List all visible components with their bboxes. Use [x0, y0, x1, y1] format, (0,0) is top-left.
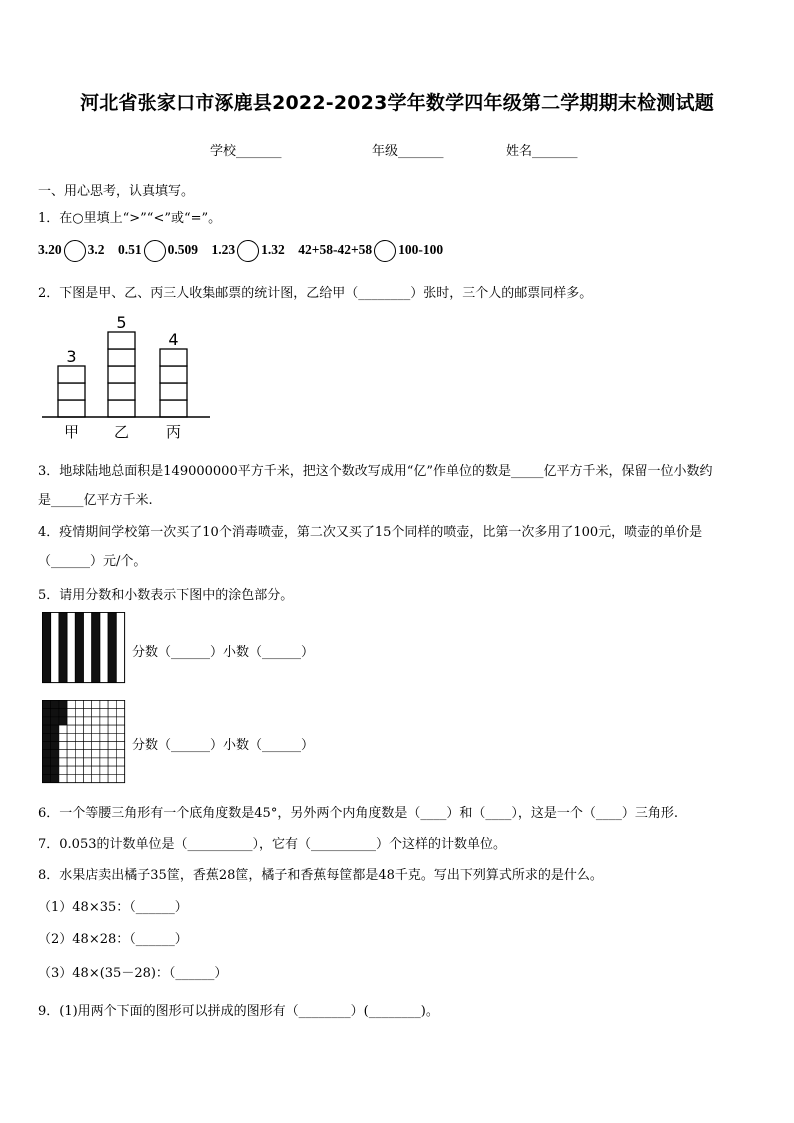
- question-1: 1．在○里填上“>”“<”或“=”。: [38, 211, 222, 226]
- grid-cell: [116, 774, 124, 782]
- category-label: 丙: [165, 423, 182, 441]
- compare-circle[interactable]: [374, 240, 396, 262]
- compare-circle[interactable]: [64, 240, 86, 262]
- bar-unit-square: [160, 400, 187, 417]
- shaded-cell: [43, 766, 51, 774]
- grid-cell: [67, 742, 75, 750]
- grid-cell: [100, 742, 108, 750]
- grid-cell: [75, 725, 83, 733]
- bar-value-label: 3: [66, 347, 77, 366]
- shaded-stripe: [59, 613, 67, 683]
- grid-cell: [100, 725, 108, 733]
- grid-cell: [100, 733, 108, 741]
- shaded-cell: [51, 774, 59, 782]
- question-8-sub-2: （2）48×28：（______）: [38, 932, 188, 947]
- grid-cell: [108, 709, 116, 717]
- blank-stripe: [67, 613, 75, 683]
- q1-item: 0.509: [167, 242, 198, 258]
- bar-unit-square: [108, 332, 135, 349]
- bar-unit-square: [108, 349, 135, 366]
- bar-unit-square: [58, 400, 85, 417]
- grid-cell: [92, 709, 100, 717]
- grid-cell: [75, 701, 83, 709]
- shaded-cell: [43, 750, 51, 758]
- grid-cell: [116, 717, 124, 725]
- grid-cell: [67, 701, 75, 709]
- shaded-stripe: [108, 613, 116, 683]
- grid-cell: [108, 701, 116, 709]
- grid-cell: [75, 774, 83, 782]
- q1-item: 3.2: [87, 242, 105, 258]
- bar-unit-square: [108, 366, 135, 383]
- shaded-cell: [51, 766, 59, 774]
- blank-stripe: [116, 613, 124, 683]
- grid-cell: [92, 742, 100, 750]
- grid-cell: [75, 717, 83, 725]
- category-label: 乙: [113, 423, 130, 441]
- striped-rectangle-figure: [42, 612, 126, 684]
- compare-circle[interactable]: [144, 240, 166, 262]
- grid-cell: [59, 758, 67, 766]
- grid-cell: [59, 725, 67, 733]
- shaded-cell: [43, 774, 51, 782]
- grid-cell: [84, 742, 92, 750]
- hundred-grid-figure: [42, 700, 126, 784]
- grid-cell: [67, 750, 75, 758]
- grid-cell: [100, 766, 108, 774]
- blank-stripe: [51, 613, 59, 683]
- shaded-cell: [43, 701, 51, 709]
- grid-cell: [84, 766, 92, 774]
- grid-cell: [92, 717, 100, 725]
- grid-cell: [116, 742, 124, 750]
- shaded-cell: [51, 733, 59, 741]
- grid-cell: [92, 766, 100, 774]
- compare-circle[interactable]: [237, 240, 259, 262]
- shaded-cell: [43, 725, 51, 733]
- question-4-line2: （______）元/个。: [38, 554, 147, 569]
- question-3-line2: 是_____亿平方千米.: [38, 493, 153, 508]
- question-2: 2．下图是甲、乙、丙三人收集邮票的统计图，乙给甲（________）张时，三个人的邮票同样多。: [38, 286, 593, 301]
- shaded-cell: [59, 709, 67, 717]
- shaded-cell: [43, 758, 51, 766]
- grid-cell: [100, 750, 108, 758]
- grid-cell: [116, 701, 124, 709]
- bar-value-label: 4: [168, 330, 179, 349]
- blank-stripe: [84, 613, 92, 683]
- grid-cell: [108, 725, 116, 733]
- shaded-stripe: [92, 613, 100, 683]
- grid-cell: [84, 733, 92, 741]
- grade-field[interactable]: 年级_______: [372, 144, 444, 159]
- grid-cell: [116, 750, 124, 758]
- shaded-stripe: [43, 613, 51, 683]
- section-heading: 一、用心思考，认真填写。: [38, 184, 195, 199]
- grid-cell: [67, 758, 75, 766]
- grid-cell: [92, 701, 100, 709]
- question-6: 6．一个等腰三角形有一个底角度数是45°，另外两个内角度数是（____）和（____），这是一个（____）三角形.: [38, 806, 678, 821]
- shaded-cell: [43, 742, 51, 750]
- shaded-cell: [59, 717, 67, 725]
- grid-cell: [84, 709, 92, 717]
- grid-cell: [84, 725, 92, 733]
- q1-item: 3.20: [38, 242, 62, 258]
- bar-unit-square: [108, 383, 135, 400]
- q1-item: 42+58-42+58: [298, 242, 373, 258]
- grid-cell: [92, 774, 100, 782]
- shaded-cell: [43, 709, 51, 717]
- bar-unit-square: [58, 366, 85, 383]
- bar-value-label: 5: [116, 313, 127, 332]
- grid-cell: [67, 733, 75, 741]
- shaded-cell: [51, 725, 59, 733]
- grid-cell: [84, 774, 92, 782]
- question-9: 9．(1)用两个下面的图形可以拼成的图形有（________）(________)。: [38, 1004, 439, 1019]
- school-field[interactable]: 学校_______: [210, 144, 282, 159]
- grid-cell: [92, 758, 100, 766]
- grid-cell: [75, 750, 83, 758]
- grid-cell: [67, 725, 75, 733]
- shaded-cell: [59, 701, 67, 709]
- grid-cell: [67, 774, 75, 782]
- grid-cell: [116, 725, 124, 733]
- grid-cell: [108, 774, 116, 782]
- grid-cell: [108, 758, 116, 766]
- grid-cell: [100, 701, 108, 709]
- grid-cell: [92, 733, 100, 741]
- grid-cell: [75, 709, 83, 717]
- grid-cell: [67, 766, 75, 774]
- grid-cell: [108, 733, 116, 741]
- question-8: 8．水果店卖出橘子35筐，香蕉28筐，橘子和香蕉每筐都是48千克。写出下列算式所求的是什么。: [38, 868, 603, 883]
- grid-cell: [59, 750, 67, 758]
- q1-compare-row: [38, 240, 443, 262]
- bar-unit-square: [160, 383, 187, 400]
- grid-cell: [92, 750, 100, 758]
- question-3-line1: 3．地球陆地总面积是149000000平方千米，把这个数改写成用“亿”作单位的数是_____亿平方千米，保留一位小数约: [38, 464, 713, 479]
- shaded-stripe: [75, 613, 83, 683]
- grid-cell: [67, 717, 75, 725]
- grid-cell: [59, 742, 67, 750]
- question-4-line1: 4．疫情期间学校第一次买了10个消毒喷壶，第二次又买了15个同样的喷壶，比第一次多用了100元，喷壶的单价是: [38, 525, 703, 540]
- q1-item: 1.23: [211, 242, 236, 258]
- grid-cell: [59, 733, 67, 741]
- grid-cell: [75, 766, 83, 774]
- q5-answer-row-2[interactable]: 分数（______）小数（______）: [132, 738, 315, 753]
- q1-item: 0.51: [118, 242, 142, 258]
- grid-cell: [75, 742, 83, 750]
- question-5: 5．请用分数和小数表示下图中的涂色部分。: [38, 588, 294, 603]
- bar-unit-square: [58, 383, 85, 400]
- grid-cell: [84, 758, 92, 766]
- shaded-cell: [51, 709, 59, 717]
- grid-cell: [84, 701, 92, 709]
- grid-cell: [116, 709, 124, 717]
- grid-cell: [59, 766, 67, 774]
- grid-cell: [75, 733, 83, 741]
- grid-cell: [116, 766, 124, 774]
- shaded-cell: [43, 717, 51, 725]
- grid-cell: [100, 758, 108, 766]
- category-label: 甲: [63, 423, 80, 441]
- shaded-cell: [51, 742, 59, 750]
- grid-cell: [84, 717, 92, 725]
- blank-stripe: [100, 613, 108, 683]
- grid-cell: [108, 766, 116, 774]
- shaded-cell: [51, 701, 59, 709]
- grid-cell: [116, 758, 124, 766]
- bar-unit-square: [108, 400, 135, 417]
- grid-cell: [84, 750, 92, 758]
- question-8-sub-3: （3）48×(35－28)：（______）: [38, 966, 228, 981]
- grid-cell: [100, 774, 108, 782]
- page-title: 河北省张家口市涿鹿县2022-2023学年数学四年级第二学期期末检测试题: [80, 92, 714, 114]
- bar-unit-square: [160, 366, 187, 383]
- grid-cell: [108, 742, 116, 750]
- grid-cell: [108, 717, 116, 725]
- grid-cell: [100, 709, 108, 717]
- stamp-bar-chart: [38, 308, 218, 443]
- shaded-cell: [51, 750, 59, 758]
- shaded-cell: [43, 733, 51, 741]
- shaded-cell: [51, 758, 59, 766]
- question-8-sub-1: （1）48×35：（______）: [38, 900, 188, 915]
- q1-item: 100-100: [398, 242, 444, 258]
- q5-answer-row-1[interactable]: 分数（______）小数（______）: [132, 645, 315, 660]
- grid-cell: [108, 750, 116, 758]
- grid-cell: [75, 758, 83, 766]
- grid-cell: [92, 725, 100, 733]
- grid-cell: [116, 733, 124, 741]
- name-field[interactable]: 姓名_______: [506, 144, 578, 159]
- bar-unit-square: [160, 349, 187, 366]
- grid-cell: [67, 709, 75, 717]
- question-7: 7．0.053的计数单位是（__________），它有（__________）个这样的计数单位。: [38, 837, 506, 852]
- grid-cell: [100, 717, 108, 725]
- grid-cell: [59, 774, 67, 782]
- q1-item: 1.32: [261, 242, 285, 258]
- shaded-cell: [51, 717, 59, 725]
